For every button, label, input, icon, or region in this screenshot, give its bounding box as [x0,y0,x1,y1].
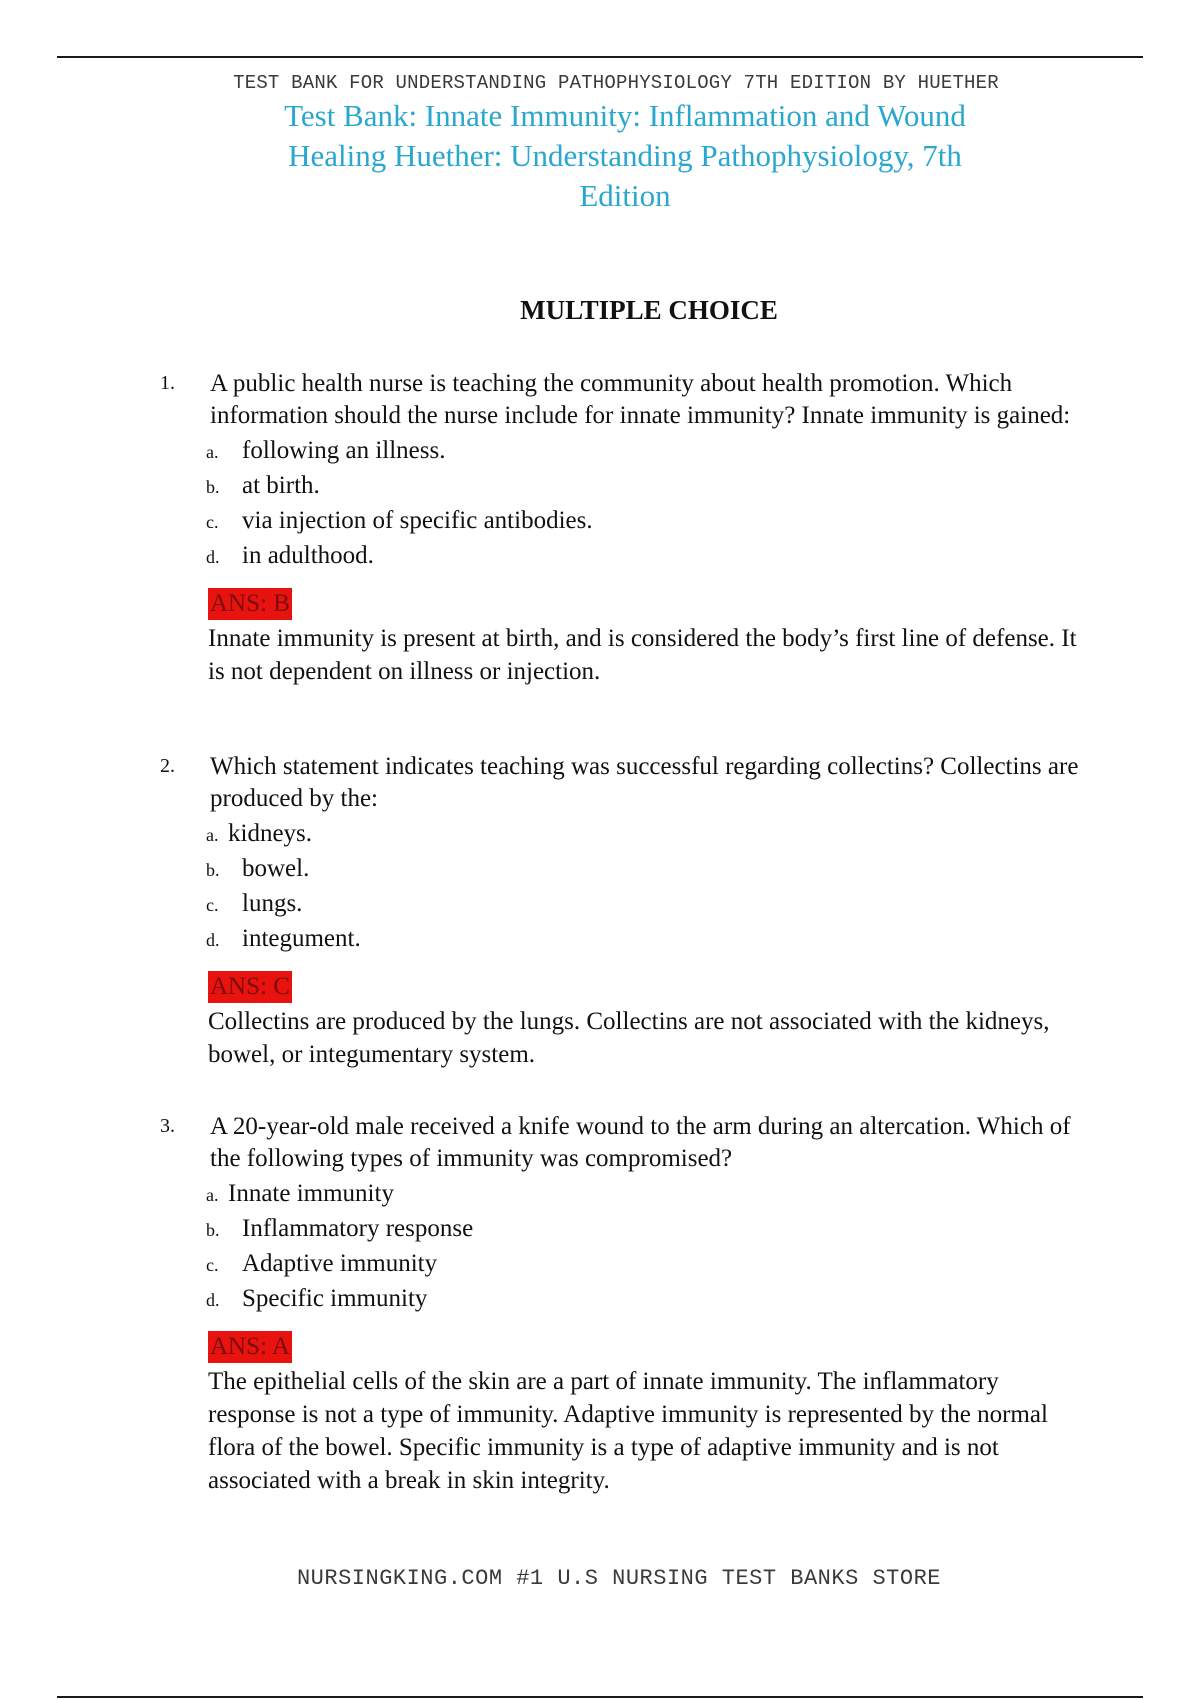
option-letter: a. [206,825,219,845]
answer-options [206,434,1080,574]
footer-text: NURSINGKING.COM #1 U.S NURSING TEST BANKS STORE [296,1566,941,1591]
option-letter: b. [206,477,220,497]
running-head: TEST BANK FOR UNDERSTANDING PATHOPHYSIOLOGY 7TH EDITION BY HUETHER [233,72,999,94]
question-text: A 20-year-old male received a knife wound to the arm during an altercation. Which of the following types of immunity was compromised? [210,1113,1071,1172]
option-letter: a. [206,442,219,462]
option-a [206,817,1080,852]
rationale-text: The epithelial cells of the skin are a part of innate immunity. The inflammatory response is not a type of immunity. Adaptive immunity is represented by the normal flora of the bowel. Specific immunity is a type of adaptive immunity and is not associated with a break in skin integrity. [208,1368,1048,1494]
option-text: in adulthood. [242,542,374,569]
option-text: at birth. [242,472,320,499]
option-text: via injection of specific antibodies. [242,507,593,534]
answer-badge: ANS: A [208,1331,292,1363]
option-letter: b. [206,1220,220,1240]
option-a [206,1177,1080,1212]
rationale-text: Innate immunity is present at birth, and is considered the body’s first line of defense. It is not dependent on illness or injection. [208,625,1077,685]
option-text: following an illness. [242,437,446,464]
document-title [0,96,1200,216]
option-text: Inflammatory response [242,1215,474,1242]
option-letter: d. [206,547,220,567]
option-letter: c. [206,895,219,915]
option-letter: d. [206,930,220,950]
question-number: 3. [160,1115,175,1137]
title-line: Edition [579,178,671,213]
option-c [206,1247,1080,1282]
option-letter: a. [206,1185,219,1205]
title-line: Healing Huether: Understanding Pathophysiology, 7th [288,138,962,173]
option-b [206,469,1080,504]
option-text: Specific immunity [242,1285,428,1312]
option-d [206,539,1080,574]
title-line: Test Bank: Innate Immunity: Inflammation and Wound [284,98,966,133]
option-text: integument. [242,925,361,952]
top-rule [57,56,1143,58]
question-1 [160,368,1080,688]
question-number: 2. [160,755,175,777]
option-d [206,922,1080,957]
option-b [206,852,1080,887]
option-a [206,434,1080,469]
option-letter: b. [206,860,220,880]
option-text: Adaptive immunity [242,1250,438,1277]
rationale-text: Collectins are produced by the lungs. Collectins are not associated with the kidneys, bowel, or integumentary system. [208,1008,1050,1068]
answer-badge: ANS: B [208,588,292,620]
section-heading: MULTIPLE CHOICE [520,295,778,325]
answer-options [206,817,1080,957]
option-text: lungs. [242,890,303,917]
option-text: Innate immunity [228,1180,394,1207]
option-letter: c. [206,512,219,532]
question-text: A public health nurse is teaching the community about health promotion. Which information should the nurse include for innate immunity? Innate immunity is gained: [210,370,1071,429]
question-3 [160,1111,1080,1497]
option-d [206,1282,1080,1317]
question-number: 1. [160,372,175,394]
bottom-rule [57,1696,1143,1698]
option-b [206,1212,1080,1247]
question-text: Which statement indicates teaching was successful regarding collectins? Collectins are produced by the: [210,753,1079,812]
option-c [206,887,1080,922]
answer-options [206,1177,1080,1317]
answer-badge: ANS: C [208,971,292,1003]
option-letter: d. [206,1290,220,1310]
option-text: bowel. [242,855,310,882]
question-2 [160,751,1080,1071]
option-c [206,504,1080,539]
option-text: kidneys. [228,820,313,847]
option-letter: c. [206,1255,219,1275]
